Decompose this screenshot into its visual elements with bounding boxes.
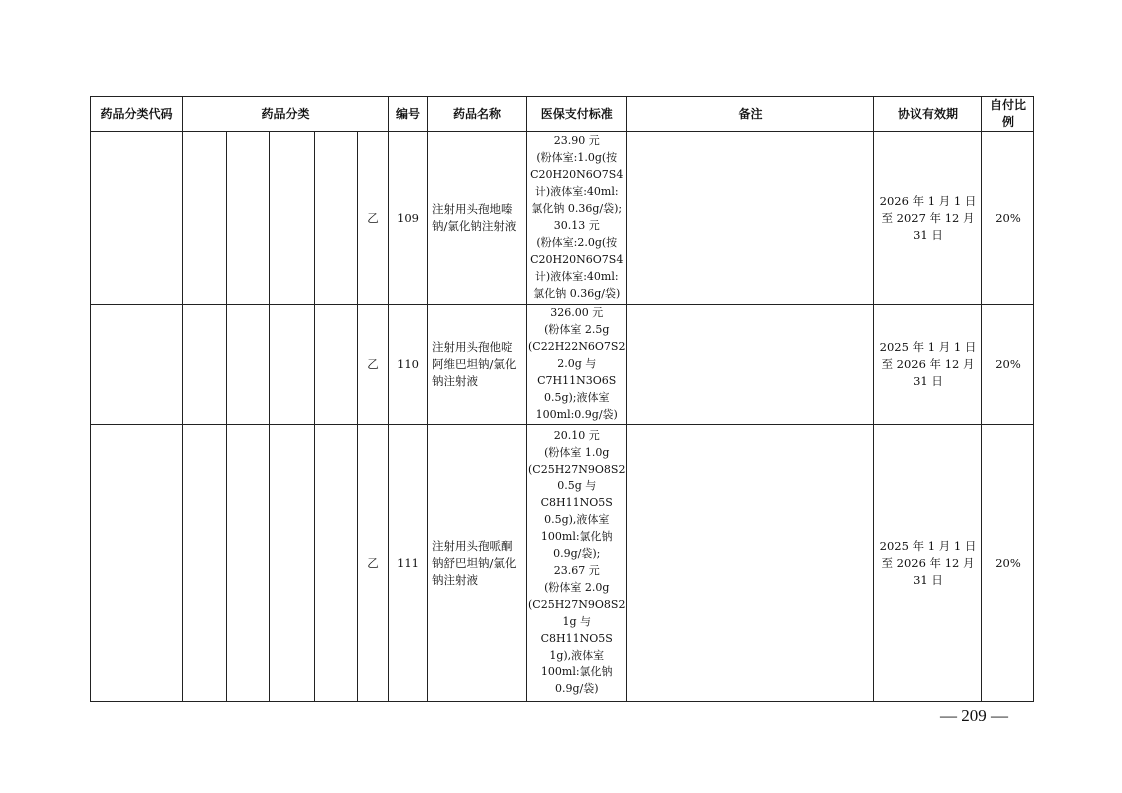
period-cell: 2025 年 1 月 1 日至 2026 年 12 月 31 日 — [874, 425, 982, 702]
class-cell: 乙 — [358, 425, 389, 702]
header-remark: 备注 — [627, 97, 874, 132]
payment-standard-line: 100ml:氯化钠 — [540, 530, 613, 544]
payment-standard-line: (粉体室 1.0g — [544, 445, 610, 459]
ratio-cell: 20% — [982, 132, 1034, 305]
payment-standard-line: C20H20N6O7S4 — [530, 168, 624, 182]
payment-standard-line: (粉体室:1.0g(按 — [536, 151, 618, 165]
header-number: 编号 — [389, 97, 428, 132]
remark-cell — [627, 132, 874, 305]
payment-standard-line: 计)液体室:40ml: — [534, 269, 619, 283]
payment-standard-line: (C22H22N6O7S2 — [528, 340, 626, 354]
category-cell — [270, 425, 315, 702]
remark-cell — [627, 305, 874, 425]
code-cell — [91, 305, 183, 425]
category-cell — [315, 132, 358, 305]
payment-standard-line: 0.5g);液体室 — [543, 390, 610, 404]
table-row — [91, 305, 1034, 425]
payment-standard-line: 氯化钠 0.36g/袋); — [531, 202, 623, 216]
payment-standard-line: 0.9g/袋) — [554, 682, 599, 696]
payment-standard-line: 1g 与 — [562, 614, 592, 628]
payment-standard-line: 100ml:0.9g/袋) — [535, 407, 618, 421]
payment-standard-line: 20.10 元 — [553, 428, 600, 442]
header-name: 药品名称 — [428, 97, 527, 132]
payment-standard-line: C7H11N3O6S — [537, 373, 617, 387]
payment-standard-line: (C25H27N9O8S2 — [528, 597, 626, 611]
category-cell — [315, 305, 358, 425]
payment-standard-line: (C25H27N9O8S2 — [528, 462, 626, 476]
number-cell: 110 — [389, 305, 428, 425]
table-row — [91, 132, 1034, 305]
code-cell — [91, 132, 183, 305]
class-cell: 乙 — [358, 305, 389, 425]
number-cell: 109 — [389, 132, 428, 305]
payment-standard-line: C8H11NO5S — [540, 496, 613, 510]
category-cell — [315, 425, 358, 702]
drug-name-cell: 注射用头孢他啶阿维巴坦钠/氯化钠注射液 — [428, 305, 527, 425]
header-code: 药品分类代码 — [91, 97, 183, 132]
header-standard: 医保支付标准 — [527, 97, 627, 132]
payment-standard-line: 30.13 元 — [553, 219, 600, 232]
payment-standard-line: 100ml:氯化钠 — [540, 665, 613, 679]
category-cell — [270, 305, 315, 425]
category-cell — [183, 305, 227, 425]
payment-standard-line: 氯化钠 0.36g/袋) — [533, 286, 621, 300]
drug-name-cell: 注射用头孢哌酮钠舒巴坦钠/氯化钠注射液 — [428, 425, 527, 702]
ratio-cell: 20% — [982, 305, 1034, 425]
code-cell — [91, 425, 183, 702]
payment-standard-line: 计)液体室:40ml: — [534, 185, 619, 199]
payment-standard-line: 0.9g/袋); — [553, 547, 601, 561]
ratio-cell: 20% — [982, 425, 1034, 702]
number-cell: 111 — [389, 425, 428, 702]
payment-standard-line: C8H11NO5S — [540, 631, 613, 645]
category-cell — [183, 425, 227, 702]
category-cell — [227, 132, 270, 305]
category-cell — [270, 132, 315, 305]
payment-standard-line: (粉体室 2.0g — [544, 580, 610, 594]
drug-name-cell: 注射用头孢地嗪钠/氯化钠注射液 — [428, 132, 527, 305]
payment-standard-line: 2.0g 与 — [557, 357, 597, 371]
header-row — [91, 97, 1034, 132]
category-cell — [183, 132, 227, 305]
payment-standard-line: 1g),液体室 — [549, 648, 605, 662]
header-period: 协议有效期 — [874, 97, 982, 132]
payment-standard-line: 326.00 元 — [550, 306, 604, 320]
payment-standard-line: C20H20N6O7S4 — [530, 252, 624, 266]
payment-standard-line: 0.5g 与 — [557, 479, 597, 493]
class-cell: 乙 — [358, 132, 389, 305]
period-cell: 2025 年 1 月 1 日至 2026 年 12 月 31 日 — [874, 305, 982, 425]
payment-standard-line: 0.5g),液体室 — [544, 513, 610, 527]
payment-standard-cell — [527, 132, 627, 305]
category-cell — [227, 305, 270, 425]
payment-standard-line: (粉体室:2.0g(按 — [536, 235, 618, 249]
period-cell: 2026 年 1 月 1 日至 2027 年 12 月 31 日 — [874, 132, 982, 305]
header-ratio: 自付比例 — [982, 97, 1034, 132]
table-row — [91, 425, 1034, 702]
payment-standard-cell — [527, 425, 627, 702]
payment-standard-cell — [527, 305, 627, 425]
payment-standard-line: (粉体室 2.5g — [544, 323, 610, 337]
remark-cell — [627, 425, 874, 702]
header-category: 药品分类 — [183, 97, 389, 132]
drug-table — [90, 96, 1034, 702]
payment-standard-line: 23.90 元 — [553, 134, 600, 148]
page-number: — 209 — — [940, 706, 1008, 725]
category-cell — [227, 425, 270, 702]
payment-standard-line: 23.67 元 — [553, 564, 600, 577]
